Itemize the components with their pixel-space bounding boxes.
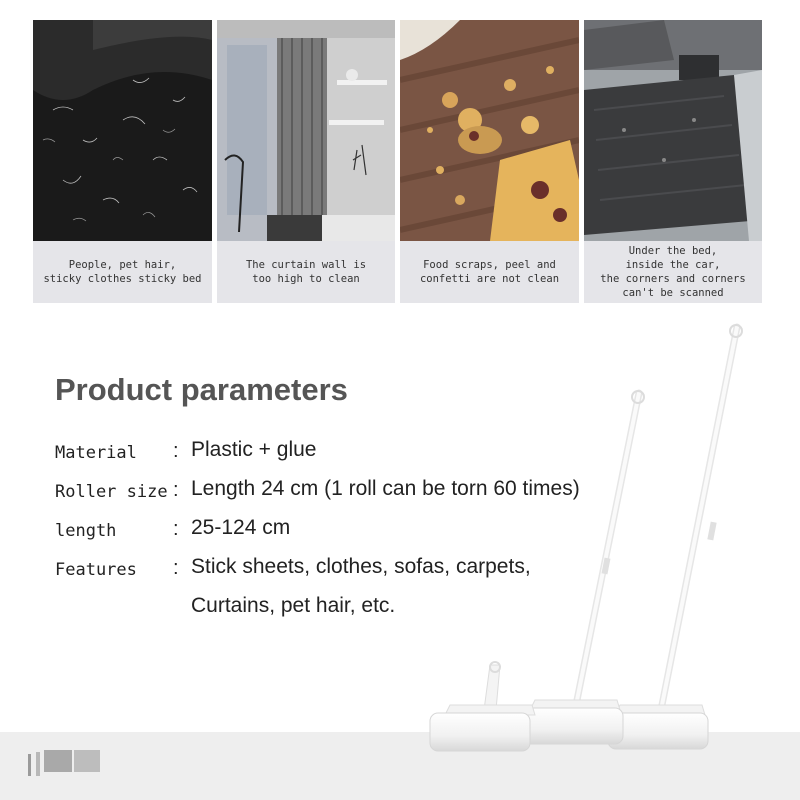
lint-rollers-illustration bbox=[420, 315, 750, 765]
param-label: Roller size bbox=[55, 482, 168, 502]
param-value: Plastic + glue bbox=[191, 438, 317, 461]
params-title: Product parameters bbox=[55, 372, 348, 407]
param-colon: : bbox=[173, 479, 179, 501]
scenario-panel-curtain bbox=[217, 20, 395, 303]
param-colon: : bbox=[173, 557, 179, 579]
food-crumbs-photo bbox=[400, 20, 579, 241]
param-colon: : bbox=[173, 518, 179, 540]
param-colon: : bbox=[173, 440, 179, 462]
panel-caption: Under the bed, inside the car, the corners and corners can't be scanned bbox=[600, 245, 746, 299]
param-value: Length 24 cm (1 roll can be torn 60 times) bbox=[191, 477, 580, 500]
lint-roller-long bbox=[608, 325, 742, 749]
lint-roller-medium bbox=[523, 391, 644, 744]
lint-roller-short bbox=[430, 662, 535, 751]
param-label: length bbox=[55, 521, 117, 541]
curtain-room-photo bbox=[217, 20, 395, 241]
scenario-panel-pet-hair bbox=[33, 20, 212, 303]
scenario-panel-car-floor bbox=[584, 20, 762, 303]
scenario-panel-food-scraps bbox=[400, 20, 579, 303]
param-value: Stick sheets, clothes, sofas, carpets, bbox=[191, 555, 531, 578]
param-label: Features bbox=[55, 560, 137, 580]
car-floor-mat-photo bbox=[584, 20, 762, 241]
panel-caption: People, pet hair, sticky clothes sticky bed bbox=[43, 259, 202, 285]
param-value-continued: Curtains, pet hair, etc. bbox=[191, 594, 396, 617]
thumbnail-strip bbox=[28, 750, 103, 778]
black-fabric-with-lint-photo bbox=[33, 20, 212, 241]
param-label: Material bbox=[55, 443, 137, 463]
panel-caption: The curtain wall is too high to clean bbox=[245, 259, 367, 285]
panel-caption: Food scraps, peel and confetti are not clean bbox=[419, 259, 560, 285]
param-value: 25-124 cm bbox=[191, 516, 291, 539]
